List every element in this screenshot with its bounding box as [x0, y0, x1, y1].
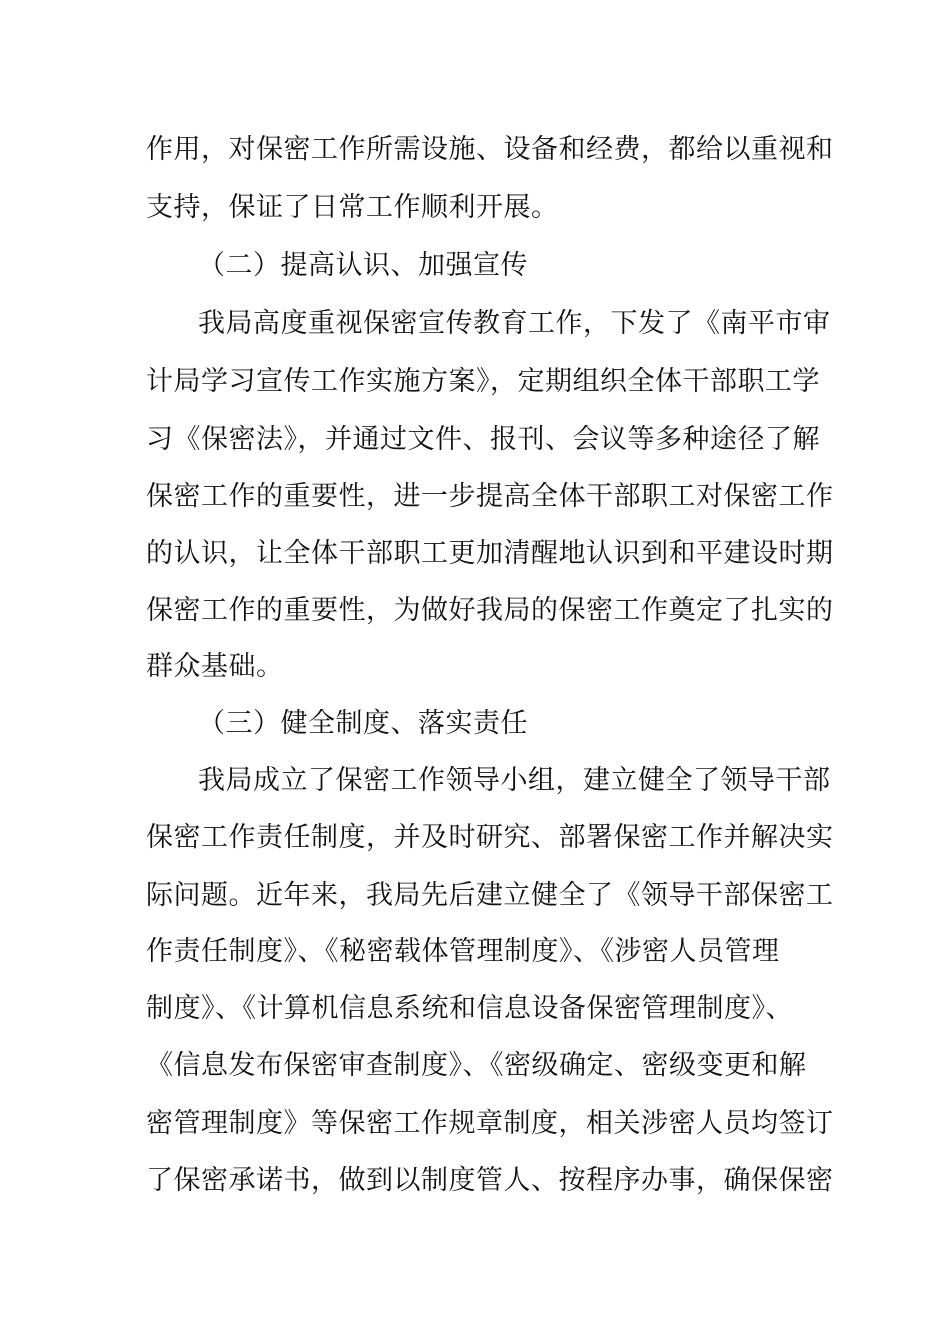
- paragraph-line: 《信息发布保密审查制度》、《密级确定、密级变更和解: [146, 1050, 807, 1081]
- paragraph-line: 我局成立了保密工作领导小组，建立健全了领导干部: [198, 765, 831, 796]
- section-heading-2: （二）提高认识、加强宣传: [198, 250, 528, 281]
- paragraph-line: 制度》、《计算机信息系统和信息设备保密管理制度》、: [146, 993, 793, 1024]
- paragraph-line: 了保密承诺书，做到以制度管人、按程序办事，确保保密: [146, 1165, 834, 1196]
- section-heading-3: （三）健全制度、落实责任: [198, 708, 528, 739]
- paragraph-line: 保密工作责任制度，并及时研究、部署保密工作并解决实: [146, 822, 834, 853]
- paragraph-line: 计局学习宣传工作实施方案》，定期组织全体干部职工学: [146, 366, 820, 397]
- paragraph-line: 际问题。近年来，我局先后建立健全了《领导干部保密工: [146, 880, 834, 911]
- paragraph-line: 密管理制度》等保密工作规章制度，相关涉密人员均签订: [146, 1108, 834, 1139]
- paragraph-line: 保密工作的重要性，进一步提高全体干部职工对保密工作: [146, 481, 834, 512]
- paragraph-line: 支持，保证了日常工作顺利开展。: [146, 192, 559, 223]
- paragraph-line: 群众基础。: [146, 651, 284, 682]
- paragraph-line: 我局高度重视保密宣传教育工作，下发了《南平市审: [198, 308, 831, 339]
- paragraph-line: 作责任制度》、《秘密载体管理制度》、《涉密人员管理: [146, 936, 780, 967]
- paragraph-line: 保密工作的重要性，为做好我局的保密工作奠定了扎实的: [146, 595, 834, 626]
- paragraph-line: 作用，对保密工作所需设施、设备和经费，都给以重视和: [146, 134, 834, 165]
- paragraph-line: 的认识，让全体干部职工更加清醒地认识到和平建设时期: [146, 538, 834, 569]
- paragraph-line: 习《保密法》，并通过文件、报刊、会议等多种途径了解: [146, 424, 820, 455]
